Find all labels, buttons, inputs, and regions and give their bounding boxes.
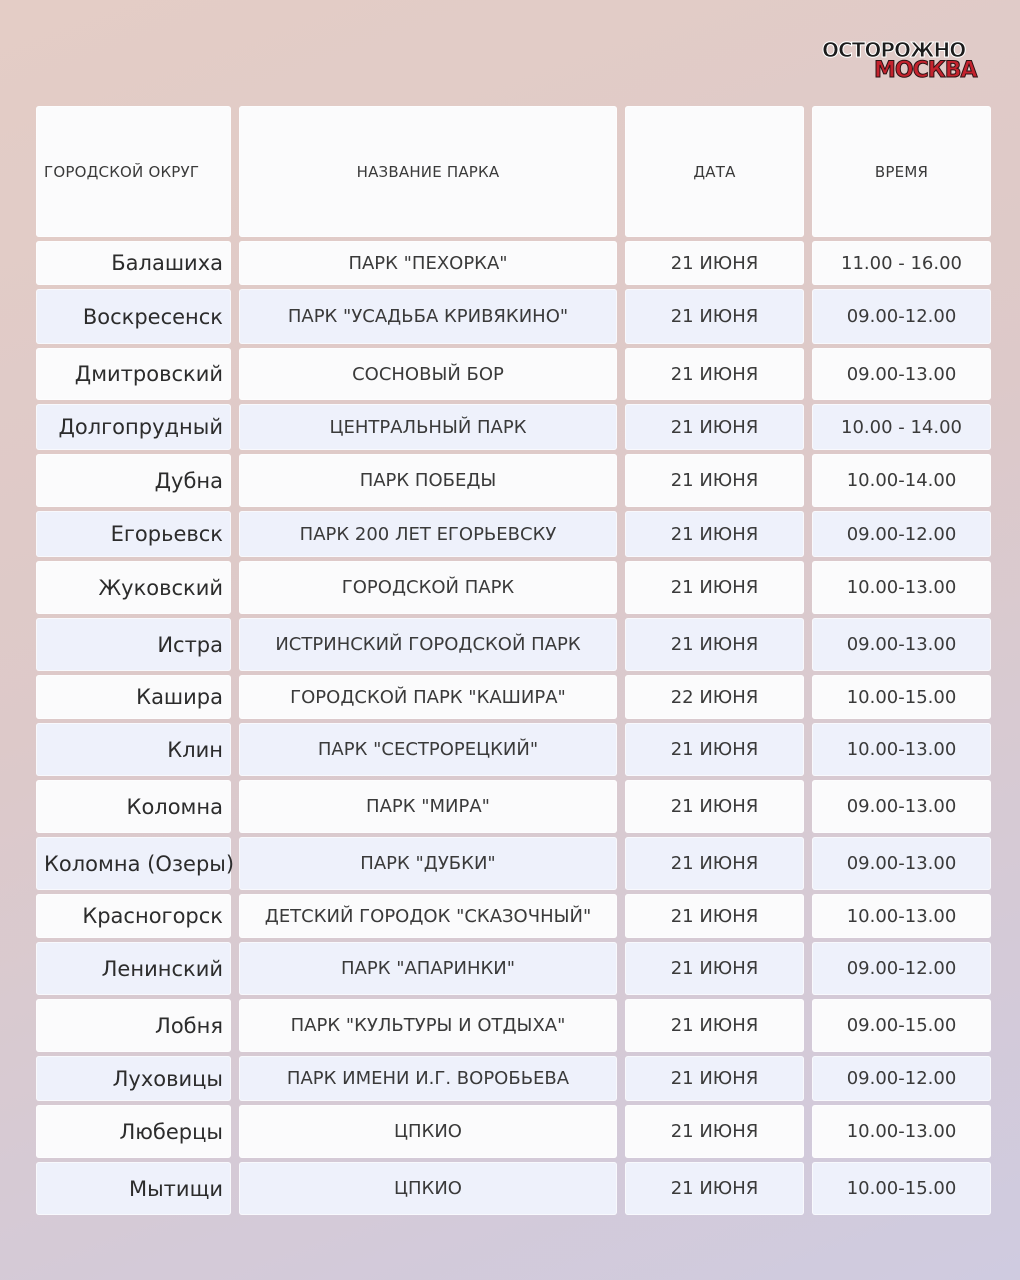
header-district: ГОРОДСКОЙ ОКРУГ [36, 106, 231, 237]
time-cell: 10.00-15.00 [812, 1162, 991, 1215]
time-cell: 09.00-13.00 [812, 618, 991, 671]
date-cell: 21 ИЮНЯ [625, 1056, 804, 1101]
park-cell: ГОРОДСКОЙ ПАРК [239, 561, 617, 614]
logo-line2: МОСКВА [874, 58, 977, 83]
park-cell: ПАРК ИМЕНИ И.Г. ВОРОБЬЕВА [239, 1056, 617, 1101]
schedule-table [28, 102, 999, 1219]
time-cell: 10.00 - 14.00 [812, 404, 991, 450]
district-cell: Кашира [36, 675, 231, 719]
district-cell: Истра [36, 618, 231, 671]
date-cell: 21 ИЮНЯ [625, 289, 804, 344]
district-cell: Луховицы [36, 1056, 231, 1101]
date-cell: 21 ИЮНЯ [625, 561, 804, 614]
park-cell: ПАРК "ПЕХОРКА" [239, 241, 617, 285]
date-cell: 21 ИЮНЯ [625, 454, 804, 507]
table-row [36, 723, 991, 776]
district-cell: Дмитровский [36, 348, 231, 400]
table-row [36, 1162, 991, 1215]
logo [822, 38, 987, 88]
time-cell: 09.00-12.00 [812, 511, 991, 557]
date-cell: 21 ИЮНЯ [625, 1162, 804, 1215]
district-cell: Дубна [36, 454, 231, 507]
time-cell: 10.00-13.00 [812, 723, 991, 776]
date-cell: 21 ИЮНЯ [625, 241, 804, 285]
date-cell: 21 ИЮНЯ [625, 511, 804, 557]
table-row [36, 780, 991, 833]
table-row [36, 837, 991, 890]
park-cell: ИСТРИНСКИЙ ГОРОДСКОЙ ПАРК [239, 618, 617, 671]
time-cell: 11.00 - 16.00 [812, 241, 991, 285]
table-row [36, 1105, 991, 1158]
time-cell: 10.00-14.00 [812, 454, 991, 507]
date-cell: 21 ИЮНЯ [625, 348, 804, 400]
header-row [36, 106, 991, 237]
date-cell: 21 ИЮНЯ [625, 618, 804, 671]
time-cell: 10.00-13.00 [812, 1105, 991, 1158]
table-row [36, 511, 991, 557]
time-cell: 09.00-12.00 [812, 1056, 991, 1101]
park-cell: ПАРК "АПАРИНКИ" [239, 942, 617, 995]
time-cell: 10.00-13.00 [812, 894, 991, 938]
time-cell: 09.00-12.00 [812, 942, 991, 995]
park-cell: ГОРОДСКОЙ ПАРК "КАШИРА" [239, 675, 617, 719]
time-cell: 10.00-15.00 [812, 675, 991, 719]
date-cell: 21 ИЮНЯ [625, 894, 804, 938]
header-park: НАЗВАНИЕ ПАРКА [239, 106, 617, 237]
district-cell: Егорьевск [36, 511, 231, 557]
district-cell: Мытищи [36, 1162, 231, 1215]
date-cell: 21 ИЮНЯ [625, 999, 804, 1052]
date-cell: 21 ИЮНЯ [625, 837, 804, 890]
park-cell: ПАРК ПОБЕДЫ [239, 454, 617, 507]
table-row [36, 561, 991, 614]
table-row [36, 675, 991, 719]
time-cell: 09.00-12.00 [812, 289, 991, 344]
date-cell: 21 ИЮНЯ [625, 723, 804, 776]
time-cell: 10.00-13.00 [812, 561, 991, 614]
park-cell: ЦПКИО [239, 1162, 617, 1215]
park-cell: ПАРК 200 ЛЕТ ЕГОРЬЕВСКУ [239, 511, 617, 557]
table-row [36, 894, 991, 938]
table-row [36, 404, 991, 450]
date-cell: 21 ИЮНЯ [625, 942, 804, 995]
date-cell: 21 ИЮНЯ [625, 1105, 804, 1158]
park-cell: ЦПКИО [239, 1105, 617, 1158]
date-cell: 22 ИЮНЯ [625, 675, 804, 719]
table-row [36, 1056, 991, 1101]
table-row [36, 289, 991, 344]
header-date: ДАТА [625, 106, 804, 237]
table-row [36, 348, 991, 400]
date-cell: 21 ИЮНЯ [625, 780, 804, 833]
table-row [36, 999, 991, 1052]
district-cell: Ленинский [36, 942, 231, 995]
time-cell: 09.00-13.00 [812, 348, 991, 400]
park-cell: ПАРК "КУЛЬТУРЫ И ОТДЫХА" [239, 999, 617, 1052]
park-cell: ЦЕНТРАЛЬНЫЙ ПАРК [239, 404, 617, 450]
park-cell: СОСНОВЫЙ БОР [239, 348, 617, 400]
table-row [36, 942, 991, 995]
park-cell: ПАРК "УСАДЬБА КРИВЯКИНО" [239, 289, 617, 344]
district-cell: Люберцы [36, 1105, 231, 1158]
date-cell: 21 ИЮНЯ [625, 404, 804, 450]
district-cell: Красногорск [36, 894, 231, 938]
district-cell: Коломна (Озеры) [36, 837, 231, 890]
table-row [36, 241, 991, 285]
park-cell: ПАРК "СЕСТРОРЕЦКИЙ" [239, 723, 617, 776]
header-time: ВРЕМЯ [812, 106, 991, 237]
table-row [36, 454, 991, 507]
park-cell: ПАРК "МИРА" [239, 780, 617, 833]
district-cell: Клин [36, 723, 231, 776]
district-cell: Воскресенск [36, 289, 231, 344]
park-cell: ПАРК "ДУБКИ" [239, 837, 617, 890]
time-cell: 09.00-13.00 [812, 837, 991, 890]
time-cell: 09.00-15.00 [812, 999, 991, 1052]
district-cell: Лобня [36, 999, 231, 1052]
time-cell: 09.00-13.00 [812, 780, 991, 833]
table-row [36, 618, 991, 671]
district-cell: Коломна [36, 780, 231, 833]
district-cell: Жуковский [36, 561, 231, 614]
logo-line1: ОСТОРОЖНО [822, 38, 966, 62]
district-cell: Долгопрудный [36, 404, 231, 450]
park-cell: ДЕТСКИЙ ГОРОДОК "СКАЗОЧНЫЙ" [239, 894, 617, 938]
district-cell: Балашиха [36, 241, 231, 285]
